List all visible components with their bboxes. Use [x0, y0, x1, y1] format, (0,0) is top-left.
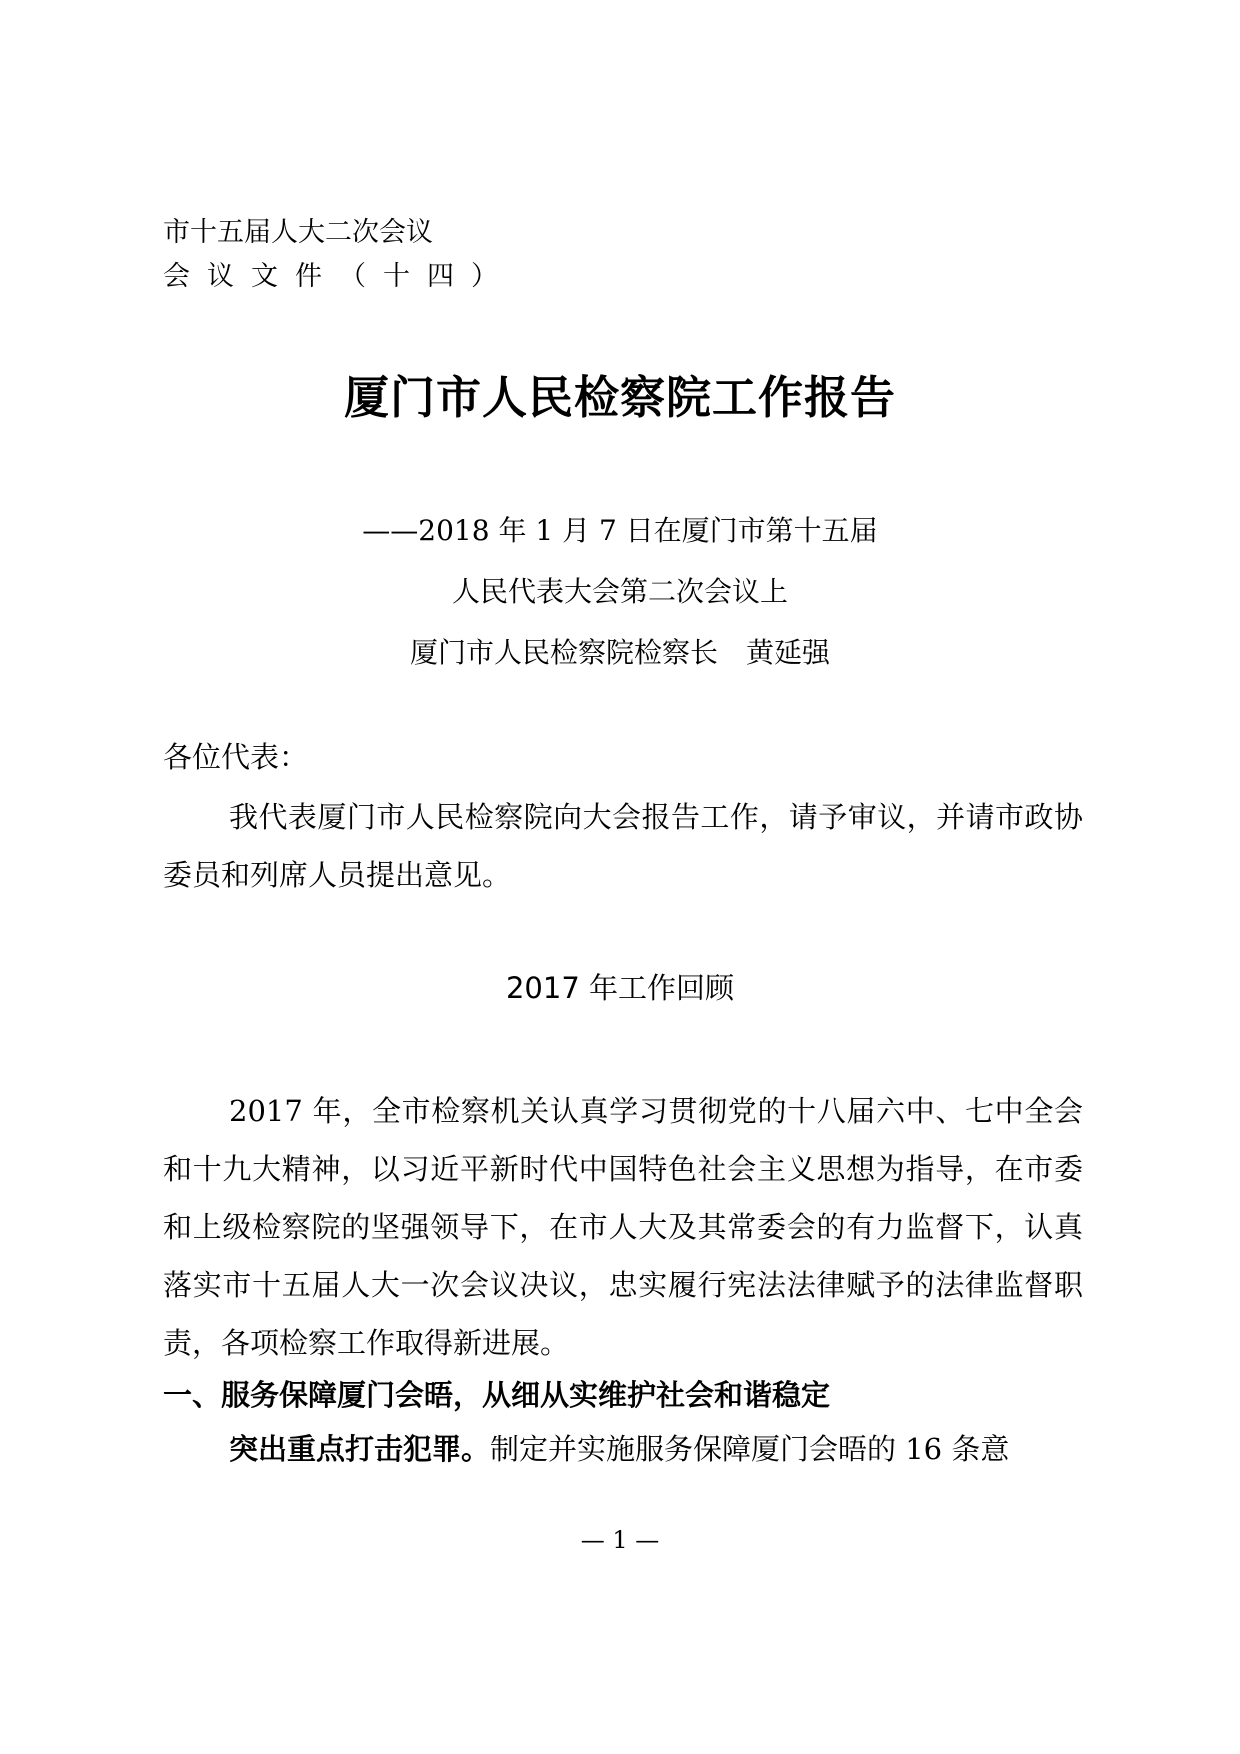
subtitle-date-line: ——2018 年 1 月 7 日在厦门市第十五届 — [362, 514, 878, 547]
document-title: 厦门市人民检察院工作报告 — [343, 371, 896, 424]
salutation: 各位代表： — [163, 740, 309, 774]
document-number: 会议文件（十四） — [163, 261, 515, 292]
report-subtitle — [0, 500, 1240, 683]
subtitle-meeting-line: 人民代表大会第二次会议上 — [451, 575, 788, 608]
paragraph-lead-phrase: 突出重点打击犯罪。 — [229, 1432, 491, 1466]
paragraph-text: 制定并实施服务保障厦门会晤的 16 条意 — [490, 1432, 1010, 1466]
intro-paragraph: 我代表厦门市人民检察院向大会报告工作，请予审议，并请市政协委员和列席人员提出意见。 — [163, 800, 1083, 892]
review-paragraph: 2017 年，全市检察机关认真学习贯彻党的十八届六中、七中全会和十九大精神，以习近平新时代中国特色社会主义思想为指导，在市委和上级检察院的坚强领导下，在市人大及其常委会的有力监督下，认真落实市十五届人大一次会议决议，忠实履行宪法法律赋予的法律监督职责，各项检察工作取得新进展。 — [163, 1094, 1083, 1360]
session-header — [163, 211, 663, 299]
page-number: — 1 — — [580, 1526, 660, 1554]
last-paragraph — [163, 1420, 1083, 1478]
section-heading: 2017 年工作回顾 — [505, 971, 735, 1005]
subtitle-author-line: 厦门市人民检察院检察长 黄延强 — [409, 636, 830, 669]
session-name: 市十五届人大二次会议 — [163, 217, 433, 248]
subsection-heading: 一、服务保障厦门会晤，从细从实维护社会和谐稳定 — [163, 1378, 831, 1412]
